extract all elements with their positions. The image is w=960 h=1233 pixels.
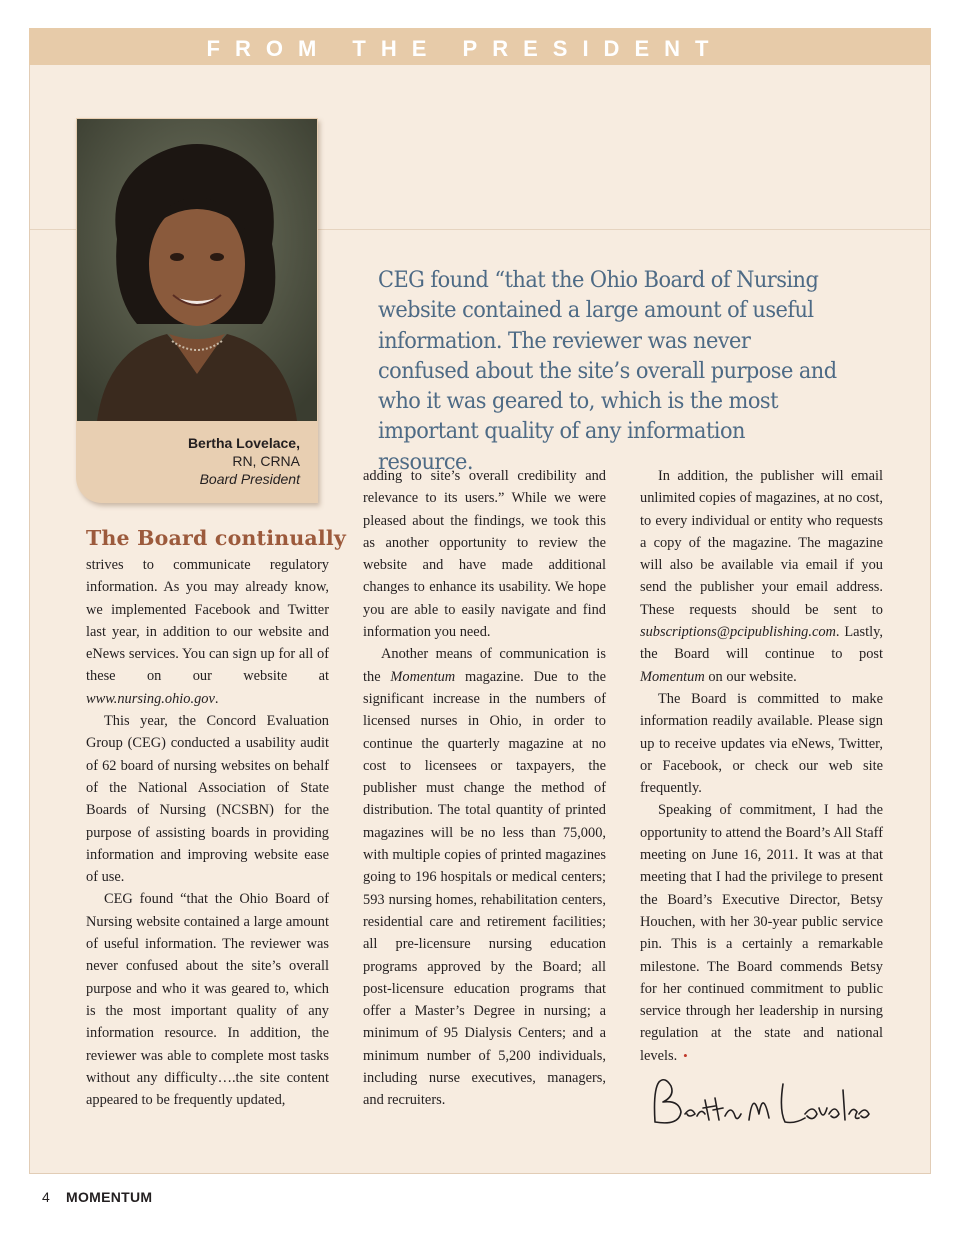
- paragraph-text: Another means of communication is the: [363, 646, 606, 685]
- column-1: [86, 554, 329, 1111]
- pull-quote: CEG found “that the Ohio Board of Nursing website contained a large amount of useful information. The reviewer was never confused about the site’s overall purpose and who it was geared to, which is the most important quality of any information resource.: [378, 267, 837, 475]
- paragraph-text: strives to communicate regulatory information. As you may already know, we implemented Facebook and Twitter last year, in addition to our website and eNews services. You can sign up for all of these on our website at: [86, 557, 329, 685]
- portrait-image: [77, 119, 317, 421]
- paragraph-text: In addition, the publisher will email unlimited copies of magazines, at no cost, to every individual or entity who requests a copy of the magazine. The magazine will also be available via email if you send the publisher your email address. These requests should be sent to: [640, 468, 883, 618]
- paragraph-text: . Lastly, the Board will continue to post: [640, 624, 883, 663]
- paragraph: adding to site’s overall credibility and relevance to its users.” While we were pleased about the findings, we took this as another opportunity to review the website and have made additional changes to enhance its usability. We hope you are able to easily navigate and find information you need.: [363, 468, 606, 641]
- divider-line: [318, 229, 930, 230]
- email-link[interactable]: subscriptions@pcipublishing.com: [640, 624, 836, 641]
- portrait-photo: [77, 119, 317, 421]
- paragraph: [363, 643, 606, 1111]
- paragraph: [86, 554, 329, 710]
- page-number: 4: [42, 1189, 50, 1205]
- magazine-name: Momentum: [390, 668, 456, 685]
- paragraph: The Board is committed to make information readily available. Please sign up to receive updates via eNews, Twitter, or Facebook, or check our web site frequently.: [640, 690, 883, 797]
- paragraph: [640, 465, 883, 688]
- section-title: FROM THE PRESIDENT: [206, 36, 724, 61]
- paragraph-text: magazine. Due to the significant increase in the numbers of licensed nurses in Ohio, in order to continue the quarterly magazine at no cost to licensees or taxpayers, the publisher must change the method of distribution. The total quantity of printed magazines will be no less than 75,000, with multiple copies of printed magazines going to 196 hospitals or medical centers; 593 nursing homes, rehabilitation centers, residential care and retirement facilities; all pre-licensure nursing education programs approved by the Board; all post-licensure education programs that offer a Master’s Degree in nursing; a minimum of 95 Dialysis Centers; and a minimum number of 5,200 individuals, including nurse executives, managers, and recruiters.: [363, 668, 606, 1109]
- paragraph-text: on our website.: [704, 668, 797, 685]
- signature-graphic: [645, 1070, 875, 1138]
- column-3: [640, 465, 883, 1067]
- magazine-name: Momentum: [640, 668, 705, 685]
- paragraph: CEG found “that the Ohio Board of Nursing website contained a large amount of useful information. The reviewer was never confused about the site’s overall purpose and who it was geared to, which is the most important quality of any information resource. In addition, the reviewer was able to complete most tasks without any difficulty….the site content appeared to be frequently updated,: [86, 891, 329, 1109]
- paragraph: [640, 799, 883, 1067]
- end-bullet-icon: •: [683, 1047, 688, 1063]
- paragraph: This year, the Concord Evaluation Group (CEG) conducted a usability audit of 62 board of nursing websites on behalf of the National Association of State Boards of Nursing (NCSBN) for the purpose of assisting boards in providing information and improving website ease of use.: [86, 713, 329, 886]
- column-2: [363, 465, 606, 1112]
- paragraph-text: Speaking of commitment, I had the opportunity to attend the Board’s All Staff meeting on June 16, 2011. It was at that meeting that I had the privilege to present the Board’s Executive Director, Betsy Houchen, with her 30-year public service pin. This is a certainly a remarkable milestone. The Board commends Betsy for her continued commitment to public service through her leadership in nursing regulation at the state and national levels.: [640, 802, 883, 1064]
- divider-line: [30, 229, 77, 230]
- website-link[interactable]: www.nursing.ohio.gov: [86, 690, 215, 707]
- caption-credentials: RN, CRNA: [232, 453, 300, 469]
- lead-in-heading: The Board continually: [86, 526, 346, 550]
- caption-title: Board President: [199, 471, 300, 487]
- magazine-title: MOMENTUM: [66, 1189, 153, 1205]
- caption-name: Bertha Lovelace,: [187, 435, 300, 451]
- signature: [645, 1070, 875, 1138]
- paragraph-text: .: [214, 690, 219, 707]
- header-bar: [29, 28, 931, 65]
